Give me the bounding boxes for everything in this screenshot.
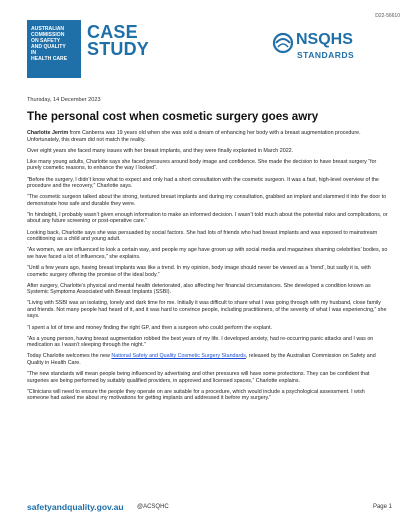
social-handle[interactable]: @ACSQHC <box>137 504 169 510</box>
paragraph: “In hindsight, I probably wasn’t given enough information to make an informed decision. I wasn’t told much about the potential risks and complications, or about any future screening or post-operative care.” <box>27 211 388 225</box>
paragraph: “The new standards will mean people being influenced by advertising and other pressures will have some protections. They can be confident that surgeries are being performed by suitably qualified providers, in approved and licensed spaces,” Charlotte explains. <box>27 371 370 384</box>
paragraph: Like many young adults, Charlotte says she faced pressures around body image and confidence. She made the decision to have breast surgery “for purely cosmetic reasons, to enhance the way I looked”. <box>27 158 377 172</box>
paragraph: “As a young person, having breast augmentation robbed the best years of my life. I developed anxiety, had re-occurring panic attacks and I was on medication as I wasn’t sleeping through the night.” <box>27 335 374 349</box>
nsqhs-name: NSQHS <box>296 31 353 48</box>
publish-date: Thursday, 14 December 2023 <box>27 97 101 103</box>
standards-paragraph: Today Charlotte welcomes the new National Safety and Quality Cosmetic Surgery Standards, released by the Australian Commission on Safety and Quality in Health Care. <box>27 353 376 366</box>
nsqhs-logo <box>272 30 392 70</box>
document-id: D22-56610 <box>375 13 400 19</box>
website-link[interactable]: safetyandquality.gov.au <box>27 502 124 512</box>
paragraph: “Clinicians will need to ensure the people they operate on are suitable for a procedure, which would include a psychological assessment. I wish someone had asked me about my motivations for getting implants and addressed it before my surgery.” <box>27 388 365 402</box>
commission-logo-text: AUSTRALIAN COMMISSION ON SAFETY AND QUALITY IN HEALTH CARE <box>31 26 68 62</box>
standards-link[interactable]: National Safety and Quality Cosmetic Surgery Standards <box>111 353 246 360</box>
footer <box>27 502 392 516</box>
case-study-label: CASE STUDY <box>87 22 150 59</box>
article-body <box>27 130 388 406</box>
nsqhs-swirl-icon <box>272 32 294 54</box>
paragraph: Over eight years she faced many issues with her breast implants, and they were finally explanted in March 2022. <box>27 147 294 154</box>
paragraph: “Until a few years ago, having breast implants was like a trend. In my opinion, body image should never be viewed as a ‘trend’, but sadly it is, with cosmetic surgery offering the promise of the ideal body.” <box>27 264 371 278</box>
paragraph: “As women, we are influenced to look a certain way, and people my age have grown up with social media and magazines shaming celebrities’ bodies, so we have faced a lot of influences,” she explains. <box>27 247 388 260</box>
nsqhs-standards: STANDARDS <box>297 50 355 60</box>
paragraph: “The cosmetic surgeon talked about the strong, textured breast implants and during my consultation, grabbed an implant and slammed it into the door to demonstrate how safe and durable they were. <box>27 194 387 207</box>
paragraph: After surgery, Charlotte’s physical and mental health deteriorated, also affecting her financial circumstances. She developed a condition known as Systemic Symptoms Associated with Breast Implants (SSBI). <box>27 282 371 296</box>
header <box>27 20 392 78</box>
commission-logo <box>27 20 81 78</box>
page-number: Page 1 <box>372 504 392 510</box>
paragraph: “Before the surgery, I didn’t know what to expect and only had a short consultation with the cosmetic surgeon. It was a fast, high-level overview of the procedure and the recovery,” Charlotte says. <box>27 176 379 190</box>
paragraph: Looking back, Charlotte says she was persuaded by social factors. She had lots of friends who had breast implants and was exposed to mainstream conditioning as a child and young adult. <box>27 229 378 243</box>
paragraph: Charlotte Jerrim from Canberra was 19 years old when she was sold a dream of enhancing her body with a breast augmentation procedure. Unfortunately, this dream did not match the reality. <box>27 130 361 143</box>
paragraph: “I spent a lot of time and money finding the right GP, and then a surgeon who could perform the explant. <box>27 324 272 331</box>
article-title: The personal cost when cosmetic surgery goes awry <box>27 110 319 123</box>
paragraph: “Living with SSBI was an isolating, lonely and dark time for me. Initially it was difficult to share what I was going through with my husband, close family and friends. Not many people had heard of it, and it was hard to convince people, including practitioners, of the severity of what I was experiencing,” she says. <box>27 300 387 320</box>
